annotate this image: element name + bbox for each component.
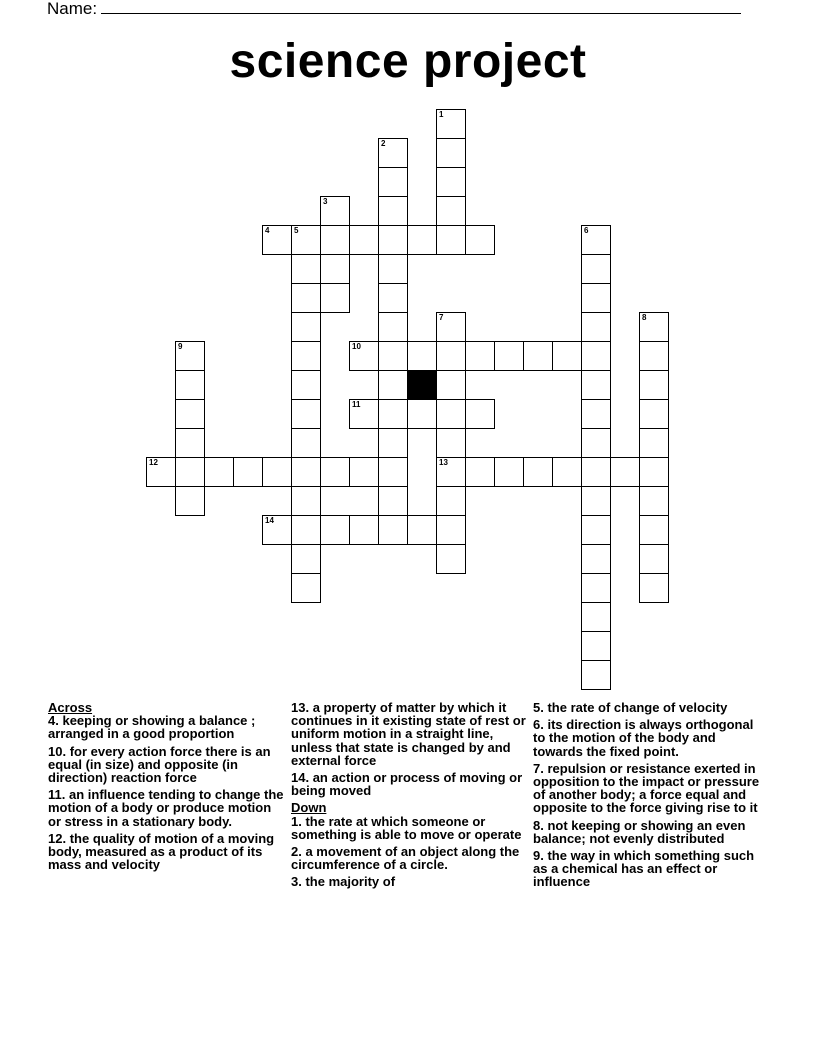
grid-cell[interactable] — [291, 370, 321, 400]
grid-cell[interactable] — [291, 515, 321, 545]
grid-cell[interactable] — [291, 225, 321, 255]
across-header: Across — [48, 700, 93, 715]
grid-cell[interactable] — [436, 515, 466, 545]
clue-number: 6 — [584, 226, 589, 235]
grid-cell[interactable] — [320, 457, 350, 487]
grid-cell[interactable] — [552, 457, 582, 487]
grid-cell[interactable] — [581, 341, 611, 371]
clue-down-2: 2. a movement of an object along the circumference of a circle. — [291, 844, 520, 873]
grid-cell[interactable] — [233, 457, 263, 487]
clue-number: 12 — [149, 458, 158, 467]
grid-cell[interactable] — [639, 515, 669, 545]
grid-cell[interactable] — [291, 283, 321, 313]
clue-across-14: 14. an action or process of moving or being moved — [291, 770, 523, 799]
grid-cell[interactable] — [436, 457, 466, 487]
name-label: Name: — [47, 0, 98, 18]
grid-cell[interactable] — [291, 254, 321, 284]
clue-down-7: 7. repulsion or resistance exerted in opposition to the impact or pressure of another body; a force equal and opposite to the force giving rise to it — [533, 760, 760, 816]
grid-cell[interactable] — [146, 457, 176, 487]
grid-cell[interactable] — [639, 312, 669, 342]
grid-cell[interactable] — [581, 399, 611, 429]
clue-across-10: 10. for every action force there is an equal (in size) and opposite (in direction) reaction force — [48, 743, 271, 786]
grid-cell[interactable] — [291, 486, 321, 516]
grid-cell[interactable] — [581, 428, 611, 458]
grid-cell[interactable] — [436, 312, 466, 342]
grid-cell[interactable] — [581, 225, 611, 255]
grid-cell[interactable] — [523, 457, 553, 487]
grid-cell[interactable] — [465, 341, 495, 371]
grid-cell[interactable] — [407, 225, 437, 255]
page-title: science project — [229, 35, 587, 88]
grid-cell[interactable] — [581, 544, 611, 574]
grid-cell[interactable] — [320, 254, 350, 284]
grid-cell[interactable] — [523, 341, 553, 371]
grid-cell[interactable] — [262, 225, 292, 255]
grid-cell[interactable] — [581, 573, 611, 603]
grid-cell[interactable] — [581, 515, 611, 545]
grid-cell[interactable] — [436, 109, 466, 139]
grid-cell[interactable] — [291, 457, 321, 487]
grid-cell[interactable] — [291, 573, 321, 603]
grid-cell[interactable] — [378, 515, 408, 545]
grid-cell[interactable] — [175, 428, 205, 458]
grid-cell[interactable] — [436, 544, 466, 574]
grid-cell[interactable] — [175, 370, 205, 400]
grid-cell[interactable] — [262, 515, 292, 545]
grid-cell[interactable] — [320, 515, 350, 545]
grid-cell[interactable] — [581, 486, 611, 516]
clue-number: 1 — [439, 110, 444, 119]
grid-cell[interactable] — [436, 486, 466, 516]
clue-down-5: 5. the rate of change of velocity — [533, 700, 728, 715]
grid-cell[interactable] — [581, 254, 611, 284]
grid-cell[interactable] — [639, 341, 669, 371]
grid-cell[interactable] — [436, 341, 466, 371]
grid-cell[interactable] — [175, 399, 205, 429]
grid-cell[interactable] — [436, 399, 466, 429]
grid-cell[interactable] — [378, 196, 408, 226]
grid-cell[interactable] — [175, 457, 205, 487]
grid-cell[interactable] — [639, 486, 669, 516]
grid-cell[interactable] — [581, 631, 611, 661]
clue-number: 11 — [352, 400, 361, 409]
grid-cell[interactable] — [378, 138, 408, 168]
clue-down-8: 8. not keeping or showing an even balance; not evenly distributed — [533, 817, 746, 846]
clue-number: 2 — [381, 139, 386, 148]
grid-cell[interactable] — [378, 457, 408, 487]
grid-cell[interactable] — [291, 399, 321, 429]
grid-cell[interactable] — [320, 225, 350, 255]
grid-cell[interactable] — [639, 399, 669, 429]
grid-cell[interactable] — [349, 341, 379, 371]
clue-number: 8 — [642, 313, 647, 322]
grid-cell[interactable] — [436, 138, 466, 168]
clues-column-1 — [48, 701, 284, 875]
grid-cell[interactable] — [291, 312, 321, 342]
grid-cell[interactable] — [349, 399, 379, 429]
clue-number: 5 — [294, 226, 299, 235]
grid-cell[interactable] — [175, 341, 205, 371]
down-header: Down — [291, 800, 327, 816]
grid-cell[interactable] — [639, 370, 669, 400]
grid-cell[interactable] — [494, 457, 524, 487]
clues-column-2 — [291, 701, 527, 893]
grid-cell[interactable] — [581, 283, 611, 313]
grid-cell[interactable] — [465, 457, 495, 487]
clue-number: 9 — [178, 342, 183, 351]
black-square — [408, 371, 437, 400]
clue-down-3: 3. the majority of — [291, 874, 396, 890]
grid-cell[interactable] — [436, 196, 466, 226]
clue-number: 3 — [323, 197, 328, 206]
clue-across-13: 13. a property of matter by which it continues in it existing state of rest or uniform motion in a straight line, unless that state is changed by and external force — [291, 700, 526, 768]
grid-cell[interactable] — [175, 486, 205, 516]
grid-cell[interactable] — [378, 167, 408, 197]
grid-cell[interactable] — [639, 457, 669, 487]
grid-cell[interactable] — [436, 370, 466, 400]
grid-cell[interactable] — [610, 457, 640, 487]
grid-cell[interactable] — [436, 167, 466, 197]
grid-cell[interactable] — [262, 457, 292, 487]
grid-cell[interactable] — [639, 544, 669, 574]
clue-down-6: 6. its direction is always orthogonal to the motion of the body and towards the fixed point. — [533, 717, 754, 759]
grid-cell[interactable] — [581, 660, 611, 690]
grid-cell[interactable] — [378, 399, 408, 429]
clue-number: 13 — [439, 458, 448, 467]
clue-across-4: 4. keeping or showing a balance ; arranged in a good proportion — [48, 713, 256, 742]
grid-cell[interactable] — [378, 254, 408, 284]
grid-cell[interactable] — [436, 428, 466, 458]
grid-cell[interactable] — [378, 283, 408, 313]
clue-number: 14 — [265, 516, 274, 525]
grid-cell[interactable] — [378, 341, 408, 371]
grid-cell[interactable] — [378, 486, 408, 516]
grid-cell[interactable] — [320, 283, 350, 313]
grid-cell[interactable] — [407, 341, 437, 371]
grid-cell[interactable] — [436, 225, 466, 255]
grid-cell[interactable] — [349, 457, 379, 487]
grid-cell[interactable] — [494, 341, 524, 371]
grid-cell[interactable] — [378, 370, 408, 400]
grid-cell[interactable] — [465, 399, 495, 429]
grid-cell[interactable] — [581, 312, 611, 342]
grid-cell[interactable] — [320, 196, 350, 226]
grid-cell[interactable] — [378, 428, 408, 458]
grid-cell[interactable] — [552, 341, 582, 371]
grid-cell[interactable] — [581, 602, 611, 632]
clue-number: 4 — [265, 226, 270, 235]
clue-across-12: 12. the quality of motion of a moving body, measured as a product of its mass and velocity — [48, 830, 275, 873]
clues-column-3 — [533, 701, 769, 893]
clue-number: 7 — [439, 313, 444, 322]
grid-cell[interactable] — [581, 457, 611, 487]
grid-cell[interactable] — [291, 544, 321, 574]
grid-cell[interactable] — [291, 341, 321, 371]
grid-cell[interactable] — [204, 457, 234, 487]
grid-cell[interactable] — [349, 225, 379, 255]
grid-cell[interactable] — [581, 370, 611, 400]
clue-down-1: 1. the rate at which someone or something is able to move or operate — [291, 813, 522, 842]
clue-across-11: 11. an influence tending to change the motion of a body or produce motion or stress in a stationary body. — [48, 787, 284, 829]
grid-cell[interactable] — [639, 428, 669, 458]
clue-number: 10 — [352, 342, 361, 351]
grid-cell[interactable] — [291, 428, 321, 458]
grid-cell[interactable] — [378, 312, 408, 342]
grid-cell[interactable] — [349, 515, 379, 545]
grid-cell[interactable] — [465, 225, 495, 255]
grid-cell[interactable] — [407, 515, 437, 545]
grid-cell[interactable] — [378, 225, 408, 255]
grid-cell[interactable] — [407, 399, 437, 429]
clue-down-9: 9. the way in which something such as a chemical has an effect or influence — [533, 848, 755, 890]
grid-cell[interactable] — [639, 573, 669, 603]
